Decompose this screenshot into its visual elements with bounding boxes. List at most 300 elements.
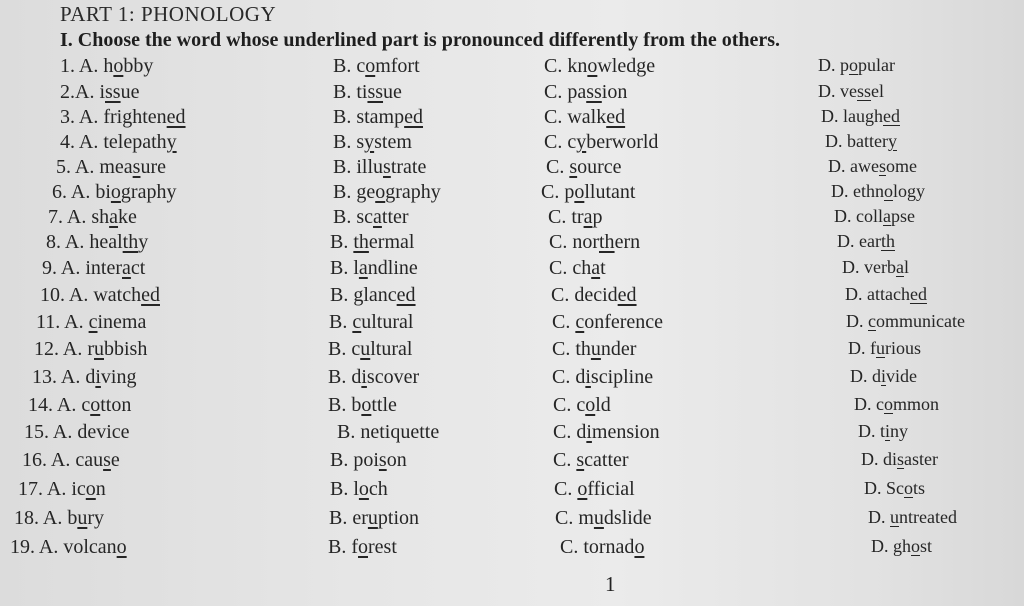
underlined-part: y	[166, 131, 177, 153]
option-c	[549, 257, 606, 280]
option-d	[861, 449, 938, 470]
option-text: ry	[87, 507, 105, 529]
option-b	[333, 131, 412, 154]
underlined-part: c	[868, 311, 876, 331]
question-row	[0, 394, 1024, 422]
option-a	[40, 284, 160, 307]
underlined-part: o	[358, 536, 368, 558]
option-d	[850, 366, 917, 387]
underlined-part: o	[116, 536, 127, 558]
option-text: ke	[118, 206, 137, 228]
option-d	[858, 421, 908, 442]
option-d	[845, 284, 927, 305]
underlined-part: i	[95, 366, 101, 388]
option-b	[328, 536, 397, 559]
option-a	[48, 206, 137, 229]
option-text: B. c	[333, 55, 366, 77]
option-text: B. ge	[333, 181, 376, 203]
option-text: D. ethn	[831, 181, 884, 201]
option-b	[337, 421, 439, 444]
option-text: C. tornad	[560, 536, 635, 558]
option-text: mmon	[893, 394, 940, 414]
underlined-part: y	[364, 131, 375, 153]
option-text: mension	[591, 421, 660, 443]
option-b	[329, 311, 413, 334]
underlined-part: o	[365, 55, 376, 77]
option-text: ving	[100, 366, 137, 388]
underlined-part: th	[880, 231, 895, 251]
option-text: C.	[552, 311, 576, 333]
option-text: D. verb	[842, 257, 896, 277]
option-text: C. c	[544, 131, 577, 153]
option-text: C. d	[553, 421, 587, 443]
underlined-part: o	[849, 55, 858, 75]
option-text: ltural	[370, 338, 413, 360]
option-text: scover	[366, 366, 420, 388]
option-text: B. er	[329, 507, 368, 529]
instruction: I. Choose the word whose underlined part is pronounced differently from the others.	[60, 29, 781, 51]
option-text: C.	[553, 449, 577, 471]
option-text: vide	[886, 366, 918, 386]
option-text: llutant	[584, 181, 636, 203]
underlined-part: s	[132, 156, 141, 178]
option-text: 11. A.	[36, 311, 89, 333]
option-text: D. batter	[825, 131, 888, 151]
underlined-part: ed	[617, 284, 637, 306]
option-text: fficial	[587, 478, 635, 500]
option-text: C. decid	[551, 284, 618, 306]
option-text: D. t	[858, 421, 885, 441]
underlined-part: o	[634, 536, 645, 558]
option-text: 2.A. i	[60, 81, 105, 103]
underlined-part: i	[586, 421, 592, 443]
option-d	[871, 536, 932, 557]
underlined-part: ed	[396, 284, 416, 306]
question-row	[0, 181, 1024, 209]
option-text: 12. A. r	[34, 338, 94, 360]
option-text: 5. A. mea	[56, 156, 133, 178]
part-title: PART 1: PHONOLOGY	[60, 2, 277, 26]
option-text: C.	[546, 156, 570, 178]
option-text: 19. A. volcan	[10, 536, 117, 558]
option-text: wledge	[597, 55, 656, 77]
option-a	[28, 394, 131, 417]
option-text: mfort	[375, 55, 420, 77]
option-b	[328, 366, 419, 389]
underlined-part: o	[375, 181, 386, 203]
underlined-part: ss	[586, 81, 602, 103]
option-text: C. walk	[544, 106, 607, 128]
option-text: ch	[368, 478, 388, 500]
underlined-part: y	[576, 131, 587, 153]
underlined-part: o	[361, 394, 372, 416]
underlined-part: o	[574, 181, 585, 203]
question-row	[0, 478, 1024, 506]
underlined-part: o	[113, 55, 124, 77]
question-row	[0, 55, 1024, 83]
option-text: C. c	[553, 394, 586, 416]
underlined-part: u	[360, 338, 371, 360]
question-row	[0, 231, 1024, 259]
option-text: D. ear	[837, 231, 881, 251]
option-a	[60, 81, 139, 104]
option-text: aster	[904, 449, 938, 469]
underlined-part: ss	[857, 81, 872, 101]
underlined-part: o	[577, 478, 588, 500]
underlined-part: th	[122, 231, 139, 253]
underlined-part: o	[85, 478, 96, 500]
option-d	[834, 206, 915, 227]
underlined-part: i	[885, 421, 891, 441]
option-text: D.	[868, 507, 890, 527]
option-text: D. p	[818, 55, 849, 75]
option-a	[60, 55, 153, 78]
option-a	[32, 366, 136, 389]
underlined-part: o	[358, 478, 369, 500]
option-d	[818, 81, 884, 102]
underlined-part: o	[585, 394, 596, 416]
option-text: trate	[390, 156, 427, 178]
underlined-part: i	[881, 366, 887, 386]
option-text: ource	[577, 156, 622, 178]
option-d	[864, 478, 925, 499]
option-text: ultural	[361, 311, 414, 333]
option-text: C. nor	[549, 231, 599, 253]
option-d	[831, 181, 925, 202]
option-text: C. p	[541, 181, 575, 203]
option-c	[541, 181, 635, 204]
option-text: logy	[893, 181, 926, 201]
option-text: C.	[554, 478, 578, 500]
question-row	[0, 156, 1024, 184]
option-b	[333, 55, 420, 78]
underlined-part: a	[122, 257, 131, 279]
underlined-part: th	[599, 231, 615, 253]
option-text: 13. A. d	[32, 366, 96, 388]
option-text: ndline	[367, 257, 418, 279]
option-text: ern	[614, 231, 641, 253]
option-c	[554, 478, 635, 501]
option-text: B. c	[328, 338, 361, 360]
underlined-part: ed	[166, 106, 186, 128]
option-text: B.	[329, 311, 353, 333]
underlined-part: c	[575, 311, 585, 333]
option-text: graphy	[120, 181, 177, 203]
underlined-part: u	[77, 507, 88, 529]
underlined-part: a	[373, 206, 382, 228]
underlined-part: u	[593, 507, 604, 529]
option-text: ue	[120, 81, 140, 103]
underlined-part: y	[887, 131, 897, 151]
option-text: C. ch	[549, 257, 592, 279]
option-a	[34, 338, 147, 361]
underlined-part: o	[90, 394, 101, 416]
underlined-part: s	[569, 156, 578, 178]
option-text: tton	[100, 394, 132, 416]
underlined-part: u	[890, 507, 899, 527]
option-b	[330, 284, 416, 307]
option-text: 18. A. b	[14, 507, 78, 529]
option-a	[60, 106, 186, 129]
underlined-part: o	[904, 478, 913, 498]
option-c	[546, 156, 622, 179]
option-c	[544, 106, 625, 129]
page-number: 1	[605, 572, 616, 596]
underlined-part: i	[585, 366, 591, 388]
option-text: B.	[330, 231, 354, 253]
option-text: ption	[377, 507, 420, 529]
option-text: ttle	[371, 394, 397, 416]
question-row	[0, 284, 1024, 312]
option-text: B. l	[330, 257, 359, 279]
underlined-part: o	[110, 181, 121, 203]
option-c	[552, 366, 653, 389]
option-a	[42, 257, 145, 280]
option-b	[333, 181, 441, 204]
option-text: D. di	[861, 449, 897, 469]
option-text: D. gh	[871, 536, 911, 556]
option-text: ome	[886, 156, 917, 176]
option-text: p	[592, 206, 603, 228]
question-row	[0, 449, 1024, 477]
underlined-part: o	[911, 536, 920, 556]
option-a	[18, 478, 106, 501]
option-text: D. coll	[834, 206, 883, 226]
option-c	[552, 311, 663, 334]
question-row	[0, 131, 1024, 159]
option-text: dslide	[603, 507, 652, 529]
option-text: 16. A. cau	[22, 449, 104, 471]
option-text: ts	[913, 478, 926, 498]
option-c	[553, 449, 629, 472]
option-text: B. glanc	[330, 284, 397, 306]
option-text: catter	[584, 449, 629, 471]
option-d	[828, 156, 917, 177]
underlined-part: a	[883, 206, 891, 226]
option-text: 1. A. h	[60, 55, 114, 77]
option-c	[553, 421, 660, 444]
underlined-part: u	[876, 338, 885, 358]
underlined-part: c	[88, 311, 98, 333]
underlined-part: ed	[606, 106, 626, 128]
option-text: ure	[140, 156, 166, 178]
option-text: e	[110, 449, 120, 471]
option-text: B. b	[328, 394, 362, 416]
option-text: on	[386, 449, 407, 471]
question-row	[0, 106, 1024, 134]
option-d	[846, 311, 965, 332]
option-text: 10. A. watch	[40, 284, 142, 306]
option-text: B. illu	[333, 156, 384, 178]
option-c	[544, 131, 658, 154]
option-text: ermal	[368, 231, 415, 253]
option-c	[560, 536, 644, 559]
question-row	[0, 206, 1024, 234]
underlined-part: u	[94, 338, 104, 360]
underlined-part: o	[884, 181, 893, 201]
option-text: 17. A. ic	[18, 478, 86, 500]
option-text: ct	[130, 257, 146, 279]
option-c	[553, 394, 611, 417]
underlined-part: ed	[404, 106, 424, 128]
option-text: rest	[368, 536, 397, 558]
option-b	[333, 106, 423, 129]
underlined-part: o	[884, 394, 893, 414]
underlined-part: a	[895, 257, 904, 277]
option-text: B. sc	[333, 206, 373, 228]
option-text: B. d	[328, 366, 362, 388]
underlined-part: a	[358, 257, 368, 279]
option-text: D. laugh	[821, 106, 883, 126]
option-b	[330, 257, 418, 280]
option-text: graphy	[385, 181, 441, 203]
option-text: t	[600, 257, 606, 279]
option-b	[333, 81, 402, 104]
option-a	[36, 311, 146, 334]
option-text: 3. A. frighten	[60, 106, 167, 128]
option-text: B. stamp	[333, 106, 405, 128]
underlined-part: a	[591, 257, 601, 279]
question-row	[0, 421, 1024, 449]
underlined-part: c	[352, 311, 362, 333]
question-row	[0, 366, 1024, 394]
option-d	[837, 231, 895, 252]
underlined-part: s	[878, 156, 886, 176]
option-text: 7. A. sh	[48, 206, 110, 228]
option-text: C. tr	[548, 206, 584, 228]
underlined-part: th	[353, 231, 369, 253]
option-text: pular	[858, 55, 895, 75]
option-text: y	[138, 231, 149, 253]
question-row	[0, 81, 1024, 109]
option-text: ion	[601, 81, 628, 103]
option-a	[56, 156, 166, 179]
option-text: D. f	[848, 338, 876, 358]
underlined-part: ed	[141, 284, 160, 306]
underlined-part: s	[378, 449, 387, 471]
option-c	[555, 507, 652, 530]
option-text: ny	[890, 421, 909, 441]
option-text: C. pa	[544, 81, 587, 103]
option-text: stem	[374, 131, 412, 153]
option-c	[549, 231, 640, 254]
option-text: pse	[891, 206, 915, 226]
question-row	[0, 536, 1024, 564]
option-text: B. netiquette	[337, 421, 440, 443]
underlined-part: u	[367, 507, 378, 529]
underlined-part: u	[590, 338, 601, 360]
option-text: 8. A. heal	[46, 231, 123, 253]
underlined-part: o	[587, 55, 598, 77]
question-row	[0, 507, 1024, 535]
option-text: 14. A. c	[28, 394, 91, 416]
option-text: ommunicate	[876, 311, 965, 331]
option-text: n	[95, 478, 106, 500]
option-text: B. s	[333, 131, 365, 153]
option-text: tter	[381, 206, 409, 228]
option-d	[818, 55, 895, 76]
option-d	[848, 338, 921, 359]
underlined-part: s	[897, 449, 905, 469]
underlined-part: ss	[367, 81, 384, 103]
underlined-part: s	[383, 156, 391, 178]
option-text: berworld	[586, 131, 659, 153]
option-b	[328, 338, 412, 361]
option-text: D. Sc	[864, 478, 904, 498]
option-b	[328, 394, 397, 417]
option-d	[821, 106, 900, 127]
question-row	[0, 311, 1024, 339]
option-a	[60, 131, 177, 154]
option-b	[330, 478, 388, 501]
option-text: B. f	[328, 536, 358, 558]
option-text: D. ve	[818, 81, 857, 101]
option-a	[14, 507, 104, 530]
option-text: st	[920, 536, 933, 556]
underlined-part: ed	[909, 284, 927, 304]
option-a	[10, 536, 127, 559]
option-d	[825, 131, 897, 152]
option-c	[551, 284, 637, 307]
option-text: C. kn	[544, 55, 588, 77]
option-b	[333, 156, 426, 179]
option-text: l	[903, 257, 909, 277]
option-text: bbish	[104, 338, 148, 360]
option-text: ld	[595, 394, 611, 416]
option-d	[854, 394, 939, 415]
option-text: 15. A. device	[24, 421, 130, 443]
option-text: ue	[383, 81, 402, 103]
question-row	[0, 257, 1024, 285]
option-text: D. d	[850, 366, 881, 386]
option-text: 4. A. telepath	[60, 131, 167, 153]
option-a	[46, 231, 148, 254]
underlined-part: a	[583, 206, 593, 228]
option-b	[330, 449, 407, 472]
option-text: C. d	[552, 366, 586, 388]
option-text: B. poi	[330, 449, 379, 471]
option-text: D. awe	[828, 156, 879, 176]
underlined-part: ss	[105, 81, 121, 103]
option-text: inema	[97, 311, 147, 333]
underlined-part: a	[109, 206, 119, 228]
option-b	[333, 206, 409, 229]
option-text: B. ti	[333, 81, 368, 103]
option-a	[22, 449, 120, 472]
option-a	[24, 421, 130, 444]
option-text: ntreated	[899, 507, 957, 527]
option-text: scipline	[590, 366, 654, 388]
option-c	[544, 55, 655, 78]
option-text: bby	[123, 55, 154, 77]
option-b	[330, 231, 414, 254]
option-text: B. l	[330, 478, 359, 500]
option-text: 6. A. bi	[52, 181, 111, 203]
option-d	[868, 507, 957, 528]
option-text: C. m	[555, 507, 594, 529]
option-text: D. c	[854, 394, 884, 414]
option-text: C. th	[552, 338, 591, 360]
option-c	[548, 206, 602, 229]
underlined-part: i	[361, 366, 367, 388]
option-d	[842, 257, 909, 278]
option-text: onference	[584, 311, 664, 333]
underlined-part: s	[103, 449, 111, 471]
question-row	[0, 338, 1024, 366]
option-b	[329, 507, 419, 530]
option-text: 9. A. inter	[42, 257, 122, 279]
underlined-part: s	[576, 449, 585, 471]
